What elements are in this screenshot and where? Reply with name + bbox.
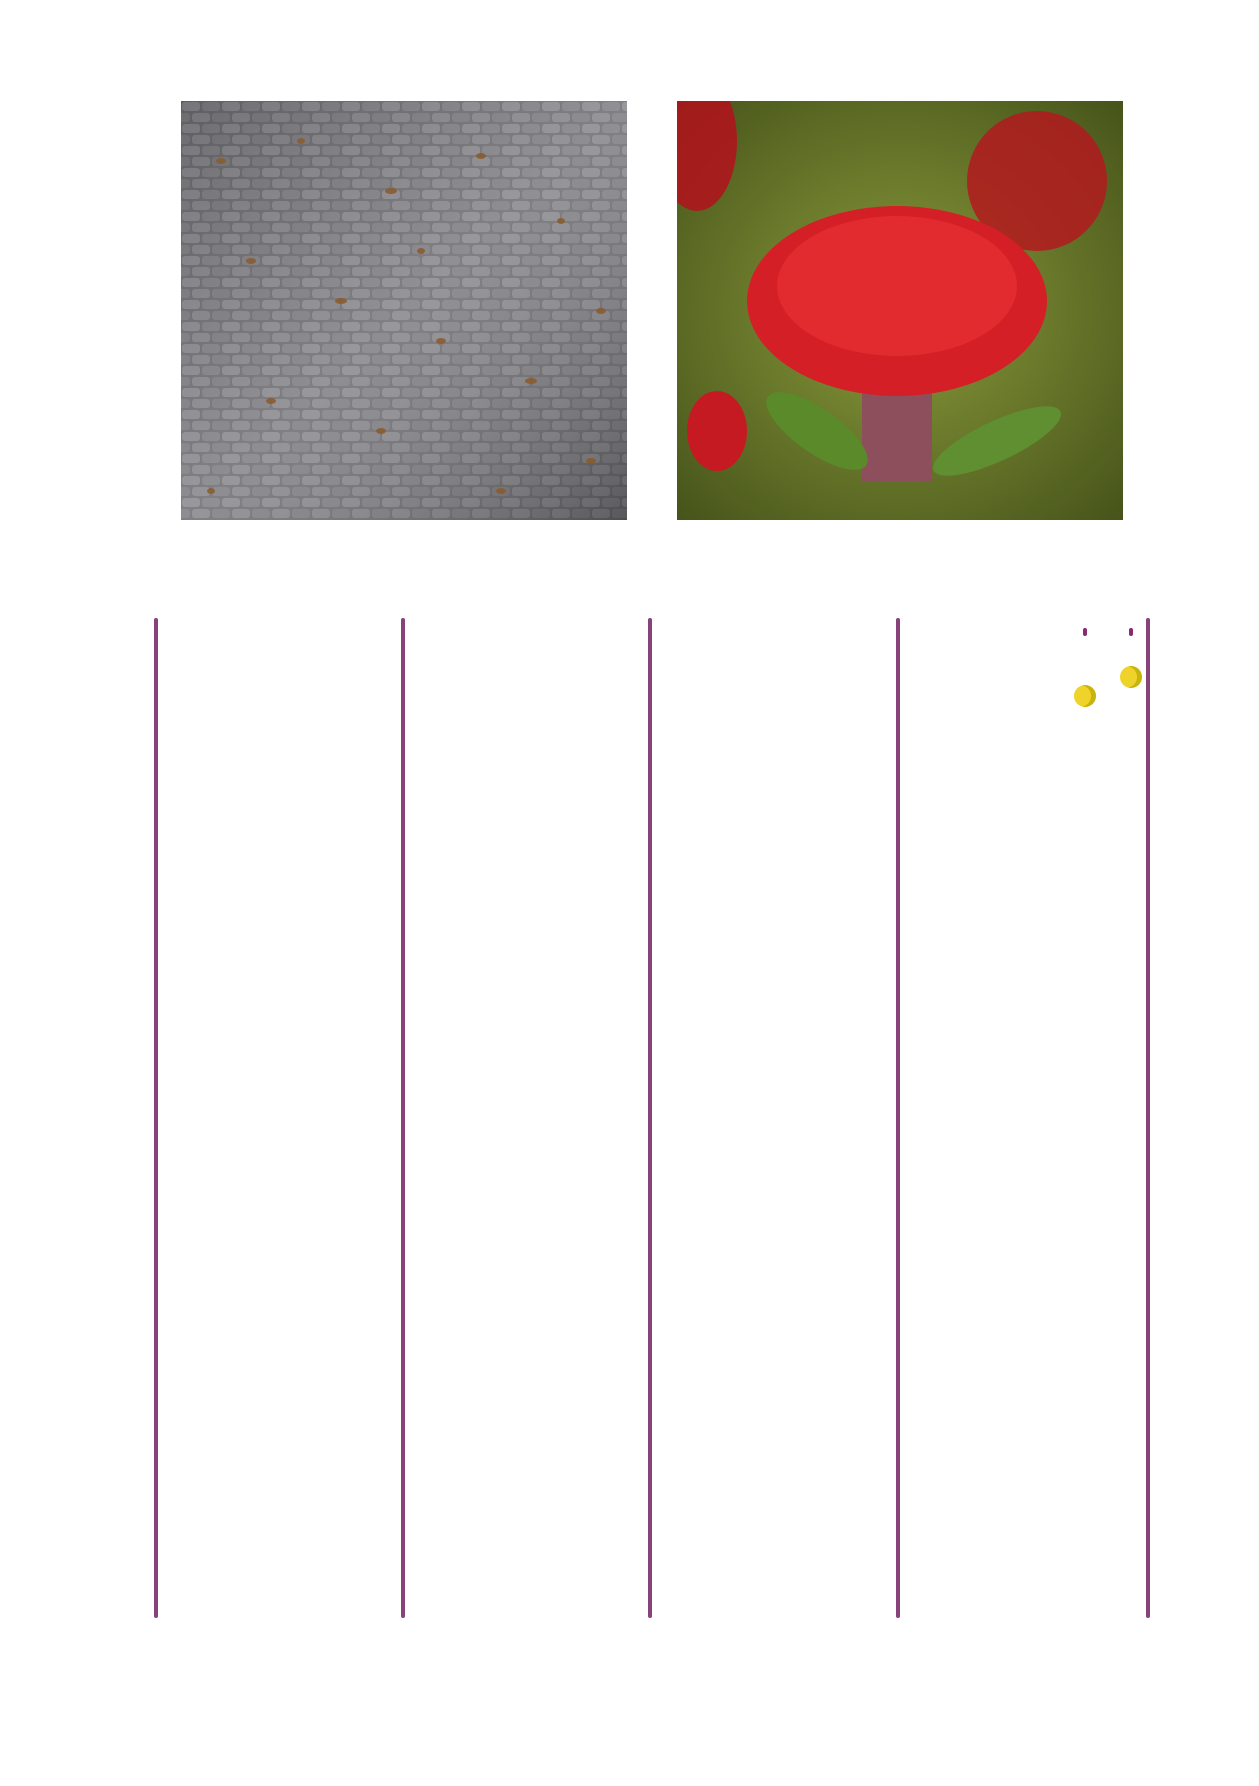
entry-0917-haiku-col xyxy=(1050,622,1100,1612)
entry-weekday xyxy=(1129,628,1133,636)
moon-phase-icon xyxy=(1120,666,1142,688)
column-rule xyxy=(401,618,405,1618)
column-rule xyxy=(648,618,652,1618)
celosia-photo xyxy=(677,101,1123,520)
column-rule xyxy=(1146,618,1150,1618)
column-rule xyxy=(896,618,900,1618)
stone-pavement-photo xyxy=(181,101,627,520)
column-rule xyxy=(154,618,158,1618)
entry-weekday xyxy=(1083,628,1087,636)
entry-0917 xyxy=(916,622,1146,1612)
moon-phase-icon xyxy=(1074,685,1096,707)
